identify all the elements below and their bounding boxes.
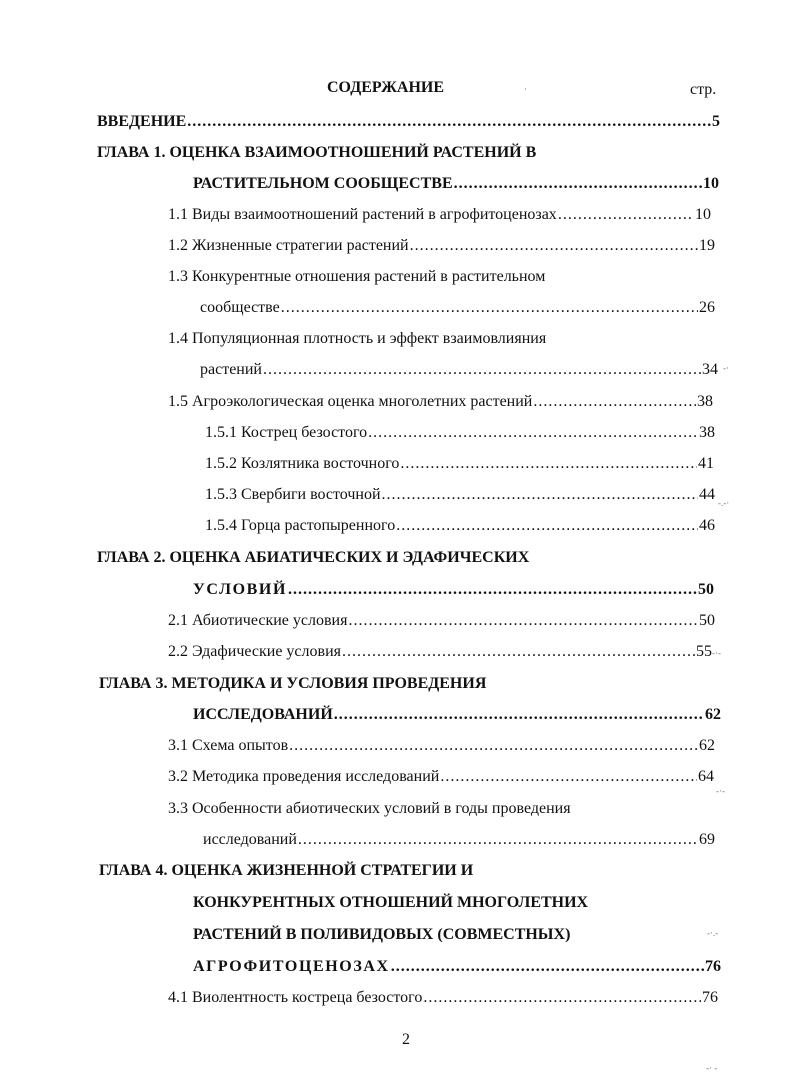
toc-page-number: 69 — [699, 831, 715, 848]
toc-page-number: 38 — [697, 393, 713, 410]
toc-page-number: 19 — [699, 237, 715, 254]
toc-entry-intro — [97, 112, 720, 132]
toc-page-number: 55 — [696, 643, 712, 660]
toc-page-number: 44 — [699, 486, 715, 503]
toc-entry-label: 1.5.3 Свербиги восточной — [205, 486, 381, 503]
toc-entry-1-5-3 — [205, 485, 715, 505]
toc-entry-label: сообществе — [200, 299, 280, 316]
toc-entry-1-5-2 — [205, 454, 714, 474]
toc-entry-3-3-line1: 3.3 Особенности абиотических условий в годы проведения — [168, 800, 571, 817]
toc-page-number: 76 — [705, 958, 721, 975]
toc-leader — [454, 174, 702, 194]
toc-leader — [400, 454, 697, 474]
scan-speck: -.-· — [718, 498, 730, 508]
scan-speck: -· - — [706, 1063, 718, 1073]
toc-entry-label: 1.5.2 Козлятника восточного — [205, 455, 400, 472]
toc-entry-1-5-1 — [205, 423, 715, 443]
toc-page-number: 64 — [698, 768, 714, 785]
toc-page-number: 50 — [698, 581, 714, 598]
toc-chapter-4-line1: ГЛАВА 4. ОЦЕНКА ЖИЗНЕННОЙ СТРАТЕГИИ И — [99, 862, 474, 879]
toc-page-number: 26 — [699, 299, 715, 316]
toc-leader — [382, 485, 698, 505]
toc-entry-3-2 — [168, 767, 714, 787]
toc-leader — [368, 423, 698, 443]
toc-leader — [348, 611, 698, 631]
toc-entry-1-3-line1: 1.3 Конкурентные отношения растений в растительном — [168, 268, 546, 285]
toc-entry-chapter-4 — [193, 957, 721, 977]
toc-leader — [410, 236, 698, 256]
toc-entry-label: 2.1 Абиотические условия — [168, 612, 348, 629]
toc-entry-label: АГРОФИТОЦЕНОЗАХ — [193, 958, 390, 975]
toc-page-number: 50 — [699, 612, 715, 629]
toc-entry-chapter-3 — [193, 705, 721, 725]
toc-entry-1-2 — [168, 236, 715, 256]
toc-page-number: 34 — [702, 361, 718, 378]
toc-leader — [533, 392, 696, 412]
toc-leader — [558, 205, 694, 225]
toc-page-number: 10 — [703, 175, 719, 192]
toc-entry-label: 1.5.4 Горца растопыренного — [205, 517, 396, 534]
toc-leader — [288, 580, 697, 600]
toc-entry-label: РАСТИТЕЛЬНОМ СООБЩЕСТВЕ — [193, 175, 453, 192]
toc-leader — [423, 988, 701, 1008]
page-column-label: стр. — [690, 81, 717, 98]
toc-entry-label: 3.2 Методика проведения исследований — [168, 768, 440, 785]
toc-leader — [334, 705, 704, 725]
toc-entry-1-4-line1: 1.4 Популяционная плотность и эффект взаимовлияния — [168, 330, 547, 347]
toc-entry-label: 1.2 Жизненные стратегии растений — [168, 237, 409, 254]
page-number: 2 — [402, 1031, 410, 1048]
scan-speck: -·- — [712, 648, 721, 658]
toc-leader — [391, 957, 704, 977]
toc-entry-label: 2.2 Эдафические условия — [168, 643, 341, 660]
toc-entry-chapter-1 — [193, 174, 719, 194]
toc-entry-label: ИССЛЕДОВАНИЙ — [193, 706, 333, 723]
toc-page-number: 62 — [699, 737, 715, 754]
toc-leader — [440, 767, 697, 787]
toc-page-number: 10 — [695, 206, 711, 223]
toc-leader — [281, 298, 698, 318]
toc-entry-label: 4.1 Виолентность кострeца безостого — [168, 989, 423, 1006]
toc-entry-2-2 — [168, 642, 712, 662]
toc-entry-label: 1.5.1 Кострец безостого — [205, 424, 368, 441]
toc-leader — [187, 112, 711, 132]
toc-entry-1-5 — [168, 392, 713, 412]
toc-entry-label: ВВЕДЕНИЕ — [97, 113, 187, 130]
toc-chapter-1-line1: ГЛАВА 1. ОЦЕНКА ВЗАИМООТНОШЕНИЙ РАСТЕНИЙ В — [97, 144, 537, 161]
toc-leader — [263, 360, 701, 380]
toc-entry-2-1 — [168, 611, 715, 631]
scan-speck: -·- — [716, 786, 725, 796]
toc-page-number: 46 — [699, 517, 715, 534]
toc-entry-3-3 — [203, 830, 715, 850]
toc-entry-1-3 — [200, 298, 715, 318]
toc-page-number: 38 — [699, 424, 715, 441]
toc-leader — [298, 830, 698, 850]
toc-chapter-4-line2: КОНКУРЕНТНЫХ ОТНОШЕНИЙ МНОГОЛЕТНИХ — [193, 894, 589, 911]
toc-page-number: 5 — [712, 113, 720, 130]
scan-speck: -· — [723, 363, 729, 373]
toc-entry-label: УСЛОВИЙ — [193, 581, 288, 598]
toc-chapter-4-line3: РАСТЕНИЙ В ПОЛИВИДОВЫХ (СОВМЕСТНЫХ) — [193, 926, 571, 943]
scan-speck: · — [524, 84, 527, 94]
toc-entry-4-1 — [168, 988, 718, 1008]
toc-entry-label: 1.1 Виды взаимоотношений растений в агрофитоценозах — [168, 206, 557, 223]
toc-entry-3-1 — [168, 736, 715, 756]
toc-entry-1-1 — [168, 205, 711, 225]
toc-entry-label: 3.1 Схема опытов — [168, 737, 289, 754]
toc-leader — [342, 642, 695, 662]
toc-leader — [289, 736, 698, 756]
toc-entry-label: растений — [200, 361, 262, 378]
toc-entry-label: 1.5 Агроэкологическая оценка многолетних растений — [168, 393, 533, 410]
toc-entry-1-5-4 — [205, 516, 715, 536]
toc-page-number: 76 — [702, 989, 718, 1006]
toc-page-number: 41 — [698, 455, 714, 472]
toc-entry-1-4 — [200, 360, 718, 380]
toc-chapter-2-line1: ГЛАВА 2. ОЦЕНКА АБИАТИЧЕСКИХ И ЭДАФИЧЕСКИХ — [97, 549, 530, 566]
toc-chapter-3-line1: ГЛАВА 3. МЕТОДИКА И УСЛОВИЯ ПРОВЕДЕНИЯ — [99, 675, 487, 692]
scan-speck: -·.- — [707, 928, 719, 938]
page-title: СОДЕРЖАНИЕ — [327, 79, 445, 96]
toc-leader — [396, 516, 698, 536]
toc-page-number: 62 — [705, 706, 721, 723]
toc-entry-chapter-2 — [193, 580, 714, 600]
toc-entry-label: исследований — [203, 831, 297, 848]
